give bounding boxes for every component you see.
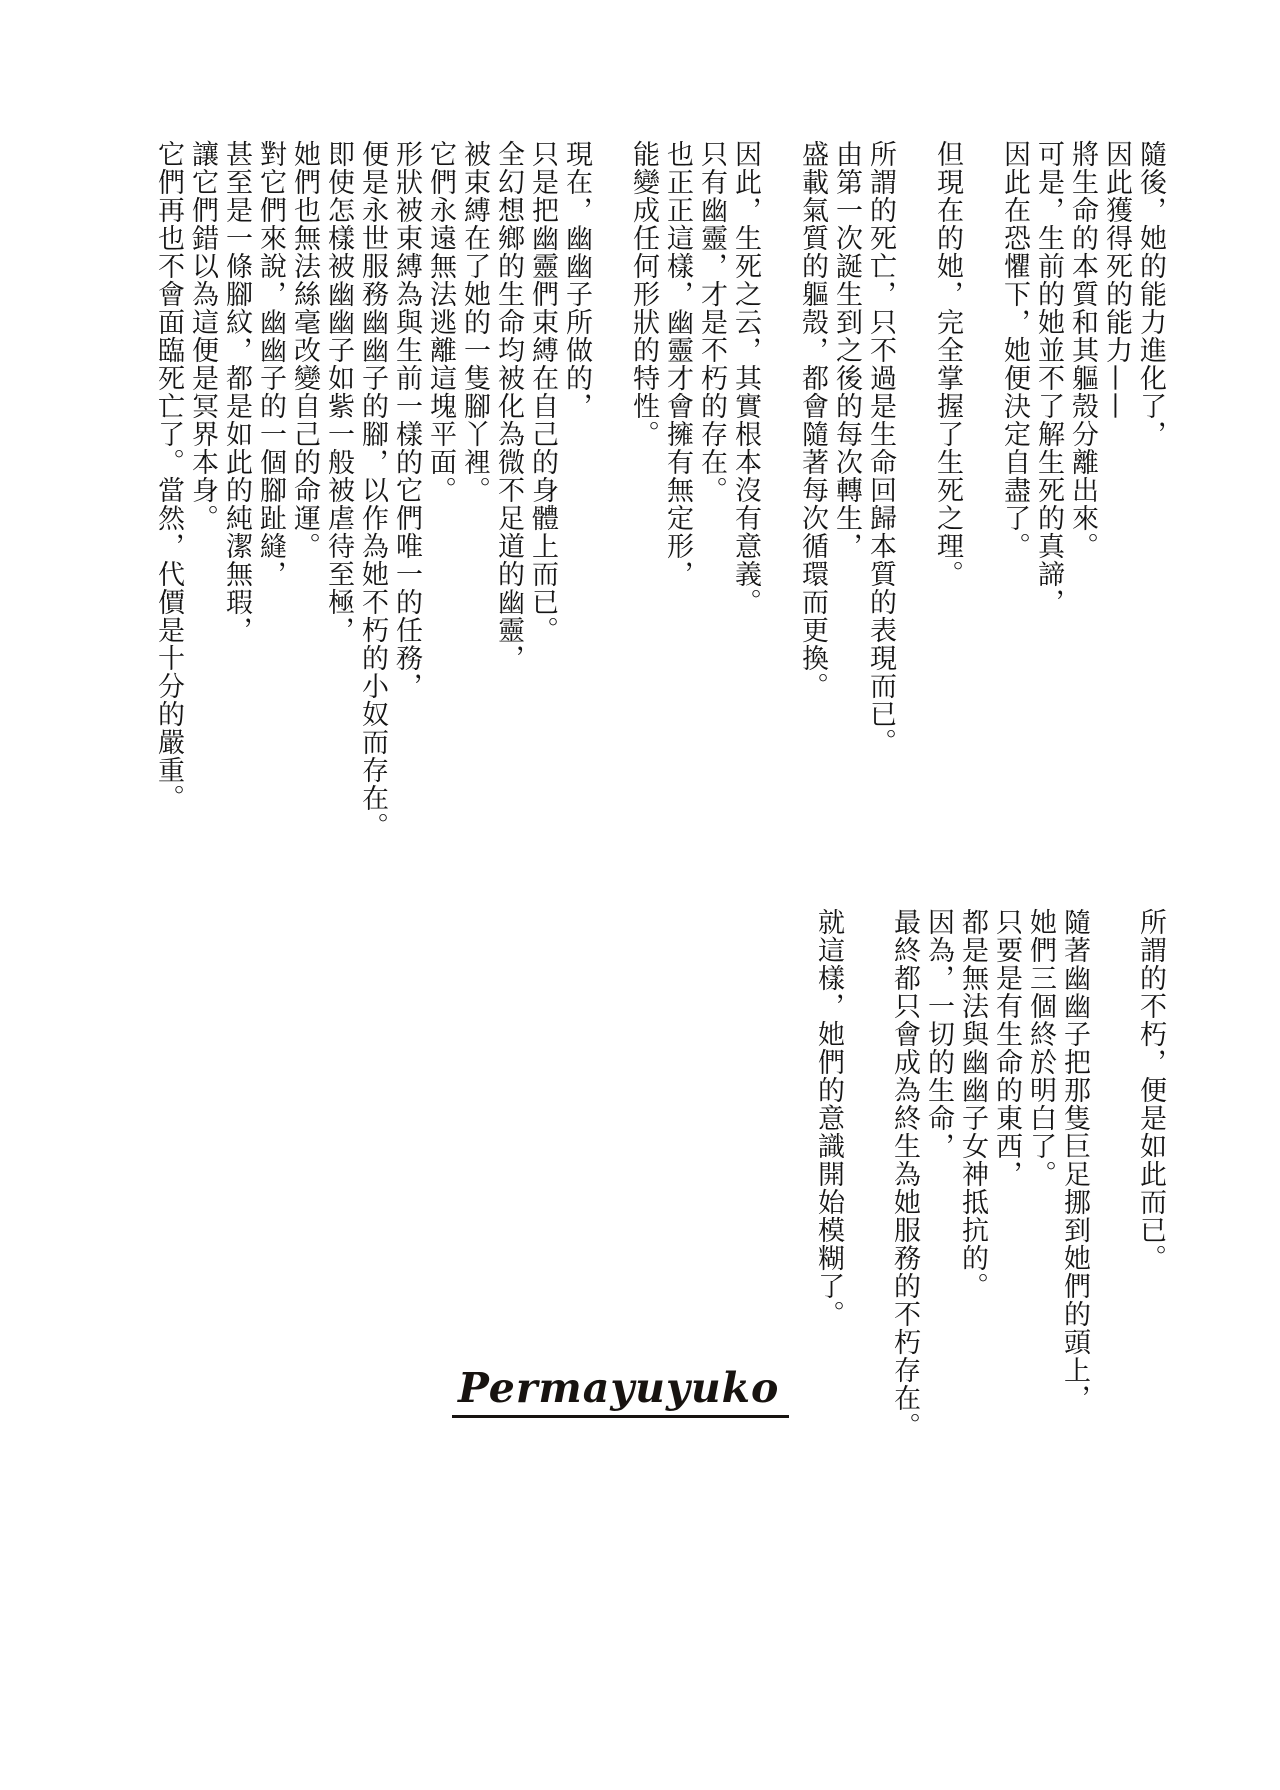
text-line: 它們再也不會面臨死亡了。當然，代價是十分的嚴重。 <box>153 140 184 812</box>
text-line: 因此在恐懼下，她便決定自盡了。 <box>999 140 1030 560</box>
text-line: 所謂的死亡，只不過是生命回歸本質的表現而已。 <box>865 140 896 756</box>
paragraph <box>1133 908 1167 1493</box>
text-line: 也正正這樣，幽靈才會擁有無定形， <box>662 140 693 588</box>
text-line: 讓它們錯以為這便是冥界本身。 <box>187 140 218 532</box>
text-line: 能變成任何形狀的特性。 <box>628 140 659 448</box>
text-line: 被束縛在了她的一隻腳丫裡。 <box>459 140 490 504</box>
text-line: 由第一次誕生到之後的每次轉生， <box>831 140 862 560</box>
text-line: 所謂的不朽，便是如此而已。 <box>1135 908 1166 1272</box>
text-line: 將生命的本質和其軀殼分離出來。 <box>1067 140 1098 560</box>
text-line: 她們也無法絲毫改變自己的命運。 <box>289 140 320 560</box>
text-line: 但現在的她，完全掌握了生死之理。 <box>932 140 963 588</box>
paragraph <box>626 140 762 920</box>
text-line: 最終都只會成為終生為她服務的不朽存在。 <box>889 908 920 1440</box>
text-line: 因為，一切的生命， <box>923 908 954 1160</box>
artist-signature: Permayuyuko <box>452 1366 789 1418</box>
paragraph <box>887 908 1091 1493</box>
text-line: 便是永世服務幽幽子的腳，以作為她不朽的小奴而存在。 <box>357 140 388 840</box>
paragraph <box>811 908 845 1493</box>
text-line: 形狀被束縛為與生前一樣的它們唯一的任務， <box>391 140 422 700</box>
text-line: 可是，生前的她並不了解生死的真諦， <box>1033 140 1064 616</box>
text-line: 甚至是一條腳紋，都是如此的純潔無瑕， <box>221 140 252 644</box>
paragraph <box>930 140 964 920</box>
text-line: 因此，生死之云，其實根本沒有意義。 <box>730 140 761 616</box>
text-line: 對它們來說，幽幽子的一個腳趾縫， <box>255 140 286 588</box>
text-line: 現在，幽幽子所做的， <box>561 140 592 420</box>
text-line: 只是把幽靈們束縛在自己的身體上而已。 <box>527 140 558 644</box>
text-line: 因此獲得死的能力—— <box>1101 140 1132 420</box>
text-line: 只有幽靈，才是不朽的存在。 <box>696 140 727 504</box>
text-line: 都是無法與幽幽子女神抵抗的。 <box>957 908 988 1300</box>
text-line: 全幻想鄉的生命均被化為微不足道的幽靈， <box>493 140 524 672</box>
text-line: 它們永遠無法逃離這塊平面。 <box>425 140 456 504</box>
text-line: 盛載氣質的軀殼，都會隨著每次循環而更換。 <box>797 140 828 700</box>
story-text-block-bottom <box>811 908 1167 1493</box>
text-line: 只要是有生命的東西， <box>991 908 1022 1188</box>
paragraph <box>151 140 593 920</box>
paragraph <box>795 140 897 920</box>
text-line: 她們三個終於明白了。 <box>1025 908 1056 1188</box>
text-line: 就這樣，她們的意識開始模糊了。 <box>813 908 844 1328</box>
paragraph <box>997 140 1167 920</box>
text-line: 即使怎樣被幽幽子如紫一般被虐待至極， <box>323 140 354 644</box>
text-line: 隨著幽幽子把那隻巨足挪到她們的頭上， <box>1059 908 1090 1412</box>
text-line: 隨後，她的能力進化了， <box>1135 140 1166 448</box>
story-text-block-top <box>151 140 1167 920</box>
